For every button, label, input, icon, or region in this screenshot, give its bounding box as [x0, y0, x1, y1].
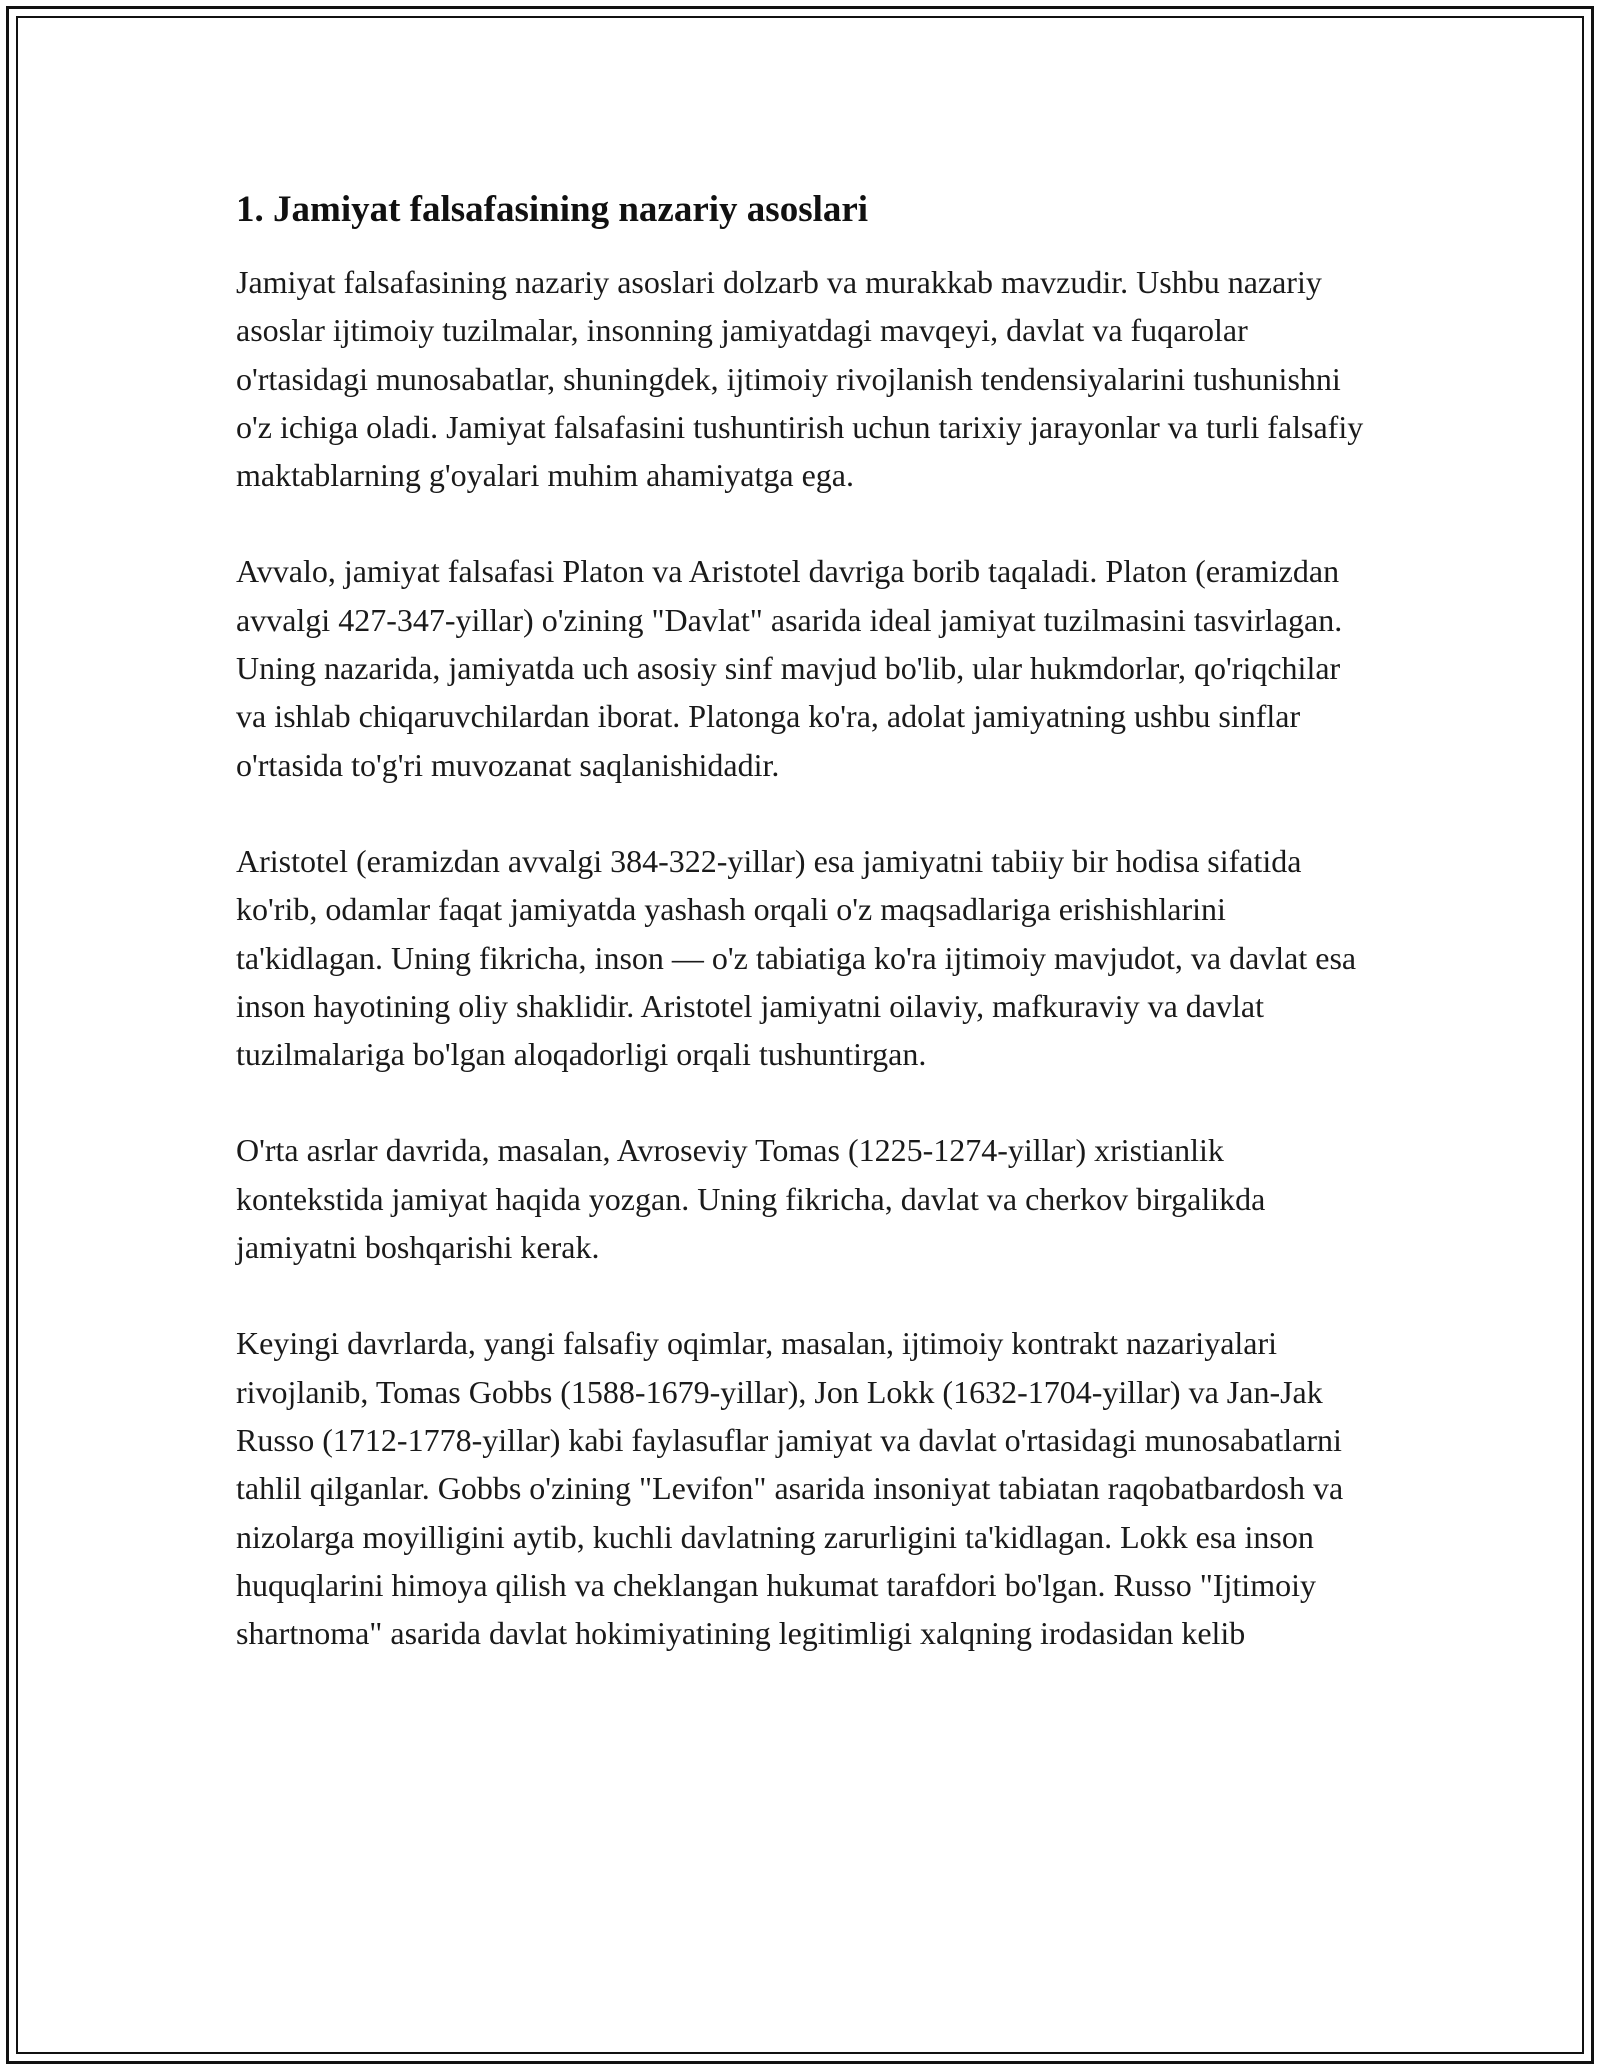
paragraph-1: Jamiyat falsafasining nazariy asoslari dolzarb va murakkab mavzudir. Ushbu nazariy asoslar ijtimoiy tuzilmalar, insonning jamiyatdagi mavqeyi, davlat va fuqarolar o'rtasidagi munosabatlar, shuningdek, ijtimoiy rivojlanish tendensiyalarini tushunishni o'z ichiga oladi. Jamiyat falsafasini tushuntirish uchun tarixiy jarayonlar va turli falsafiy maktablarning g'oyalari muhim ahamiyatga ega. — [236, 264, 1364, 494]
document-body — [236, 186, 1376, 1705]
paragraph-2: Avvalo, jamiyat falsafasi Platon va Aristotel davriga borib taqaladi. Platon (eramizdan avvalgi 427-347-yillar) o'zining "Davlat" asarida ideal jamiyat tuzilmasini tasvirlagan. Uning nazarida, jamiyatda uch asosiy sinf mavjud bo'lib, ular hukmdorlar, qo'riqchilar va ishlab chiqaruvchilardan iborat. Platonga ko'ra, adolat jamiyatning ushbu sinflar o'rtasida to'g'ri muvozanat saqlanishidadir. — [236, 553, 1343, 783]
paragraph-3: Aristotel (eramizdan avvalgi 384-322-yillar) esa jamiyatni tabiiy bir hodisa sifatida ko'rib, odamlar faqat jamiyatda yashash orqali o'z maqsadlariga erishishlarini ta'kidlagan. Uning fikricha, inson — o'z tabiatiga ko'ra ijtimoiy mavjudot, va davlat esa inson hayotining oliy shaklidir. Aristotel jamiyatni oilaviy, mafkuraviy va davlat tuzilmalariga bo'lgan aloqadorligi orqali tushuntirgan. — [236, 842, 1357, 1073]
section-heading: 1. Jamiyat falsafasining nazariy asoslari — [236, 189, 869, 230]
paragraph-4: O'rta asrlar davrida, masalan, Avroseviy Tomas (1225-1274-yillar) xristianlik kontekstida jamiyat haqida yozgan. Uning fikricha, davlat va cherkov birgalikda jamiyatni boshqarishi kerak. — [236, 1132, 1266, 1266]
paragraph-5: Keyingi davrlarda, yangi falsafiy oqimlar, masalan, ijtimoiy kontrakt nazariyalari rivojlanib, Tomas Gobbs (1588-1679-yillar), Jon Lokk (1632-1704-yillar) va Jan-Jak Russo (1712-1778-yillar) kabi faylasuflar jamiyat va davlat o'rtasidagi munosabatlarni tahlil qilganlar. Gobbs o'zining "Levifon" asarida insoniyat tabiatan raqobatbardosh va nizolarga moyilligini aytib, kuchli davlatning zarurligini ta'kidlagan. Lokk esa inson huquqlarini himoya qilish va cheklangan hukumat tarafdori bo'lgan. Russo "Ijtimoiy shartnoma" asarida davlat hokimiyatining legitimligi xalqning irodasidan kelib — [236, 1325, 1344, 1652]
